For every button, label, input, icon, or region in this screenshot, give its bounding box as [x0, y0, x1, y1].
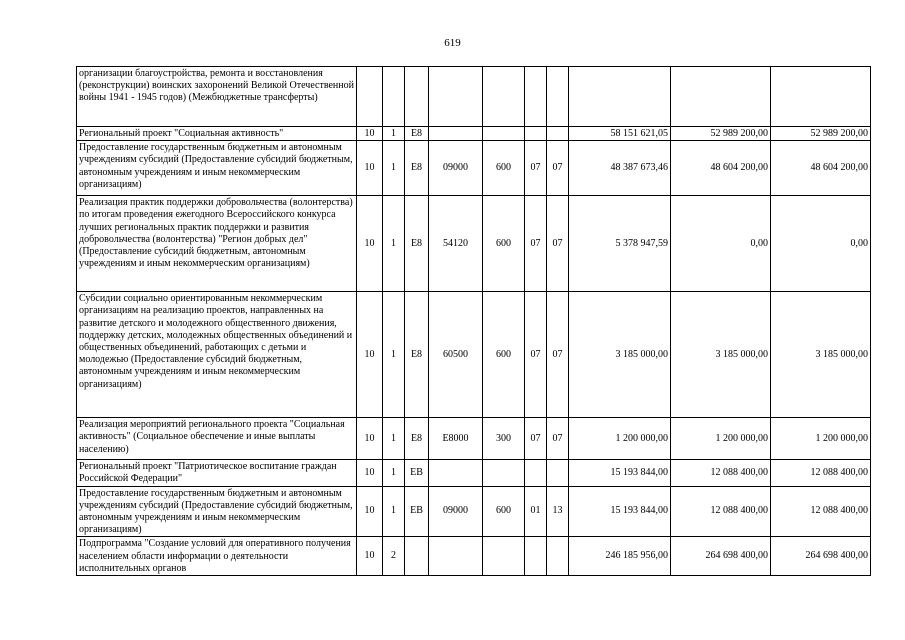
amount-cell: 1 200 000,00	[671, 418, 771, 460]
amount-cell: 5 378 947,59	[569, 196, 671, 292]
amount-cell: 264 698 400,00	[771, 537, 871, 576]
code-cell	[483, 460, 525, 486]
code-cell: 10	[357, 141, 383, 196]
code-cell: E8000	[429, 418, 483, 460]
code-cell: EB	[405, 486, 429, 537]
code-cell: 07	[547, 418, 569, 460]
amount-cell: 12 088 400,00	[771, 486, 871, 537]
code-cell: 1	[383, 127, 405, 141]
code-cell: 600	[483, 196, 525, 292]
table-body	[77, 67, 871, 576]
code-cell: 10	[357, 127, 383, 141]
amount-cell: 12 088 400,00	[771, 460, 871, 486]
code-cell: 07	[525, 292, 547, 418]
amount-cell: 48 604 200,00	[771, 141, 871, 196]
code-cell: 09000	[429, 141, 483, 196]
amount-cell: 12 088 400,00	[671, 460, 771, 486]
code-cell	[525, 460, 547, 486]
row-name-cell: Реализация практик поддержки добровольчества (волонтерства) по итогам проведения ежегодного Всероссийского конкурса лучших региональных практик поддержки и развития добровольчества (волонтерства) "Регион добрых дел" (Предоставление субсидий бюджетным, автономным учреждениям и иным некоммерческим организациям)	[77, 196, 357, 292]
amount-cell: 52 989 200,00	[771, 127, 871, 141]
code-cell: 1	[383, 196, 405, 292]
code-cell	[483, 537, 525, 576]
row-name-cell: Предоставление государственным бюджетным и автономным учреждениям субсидий (Предоставление субсидий бюджетным, автономным учреждениям и иным некоммерческим организациям)	[77, 141, 357, 196]
amount-cell: 48 604 200,00	[671, 141, 771, 196]
code-cell	[405, 537, 429, 576]
code-cell	[429, 67, 483, 127]
code-cell: 2	[383, 537, 405, 576]
code-cell: E8	[405, 292, 429, 418]
code-cell	[383, 67, 405, 127]
table-row	[77, 418, 871, 460]
code-cell: 1	[383, 141, 405, 196]
amount-cell: 15 193 844,00	[569, 460, 671, 486]
row-name-cell: организации благоустройства, ремонта и восстановления (реконструкции) воинских захоронений Великой Отечественной войны 1941 - 1945 годов) (Межбюджетные трансферты)	[77, 67, 357, 127]
code-cell	[547, 67, 569, 127]
table-row	[77, 67, 871, 127]
code-cell	[525, 537, 547, 576]
code-cell: 10	[357, 418, 383, 460]
code-cell	[357, 67, 383, 127]
row-name-cell: Региональный проект "Патриотическое воспитание граждан Российской Федерации"	[77, 460, 357, 486]
amount-cell: 52 989 200,00	[671, 127, 771, 141]
code-cell: 13	[547, 486, 569, 537]
row-name-cell: Региональный проект "Социальная активность"	[77, 127, 357, 141]
row-name-cell: Реализация мероприятий регионального проекта "Социальная активность" (Социальное обеспечение и иные выплаты населению)	[77, 418, 357, 460]
code-cell: E8	[405, 127, 429, 141]
amount-cell: 3 185 000,00	[771, 292, 871, 418]
code-cell: EB	[405, 460, 429, 486]
code-cell: 10	[357, 537, 383, 576]
amount-cell: 264 698 400,00	[671, 537, 771, 576]
row-name-cell: Субсидии социально ориентированным некоммерческим организациям на реализацию проектов, направленных на развитие детского и молодежного общественного движения, поддержку детских, молодежных общественных объединений и общественных объединений, работающих с детьми и молодежью (Предоставление субсидий бюджетным, автономным учреждениям и иным некоммерческим организациям)	[77, 292, 357, 418]
amount-cell: 0,00	[671, 196, 771, 292]
code-cell	[483, 127, 525, 141]
code-cell	[429, 537, 483, 576]
amount-cell: 15 193 844,00	[569, 486, 671, 537]
amount-cell	[569, 67, 671, 127]
table-row	[77, 486, 871, 537]
amount-cell: 58 151 621,05	[569, 127, 671, 141]
table-row	[77, 196, 871, 292]
amount-cell: 3 185 000,00	[671, 292, 771, 418]
amount-cell: 0,00	[771, 196, 871, 292]
code-cell: 600	[483, 486, 525, 537]
code-cell	[547, 127, 569, 141]
code-cell	[547, 537, 569, 576]
code-cell: 10	[357, 486, 383, 537]
code-cell: 10	[357, 292, 383, 418]
code-cell: 07	[547, 292, 569, 418]
amount-cell	[671, 67, 771, 127]
code-cell: 07	[525, 418, 547, 460]
table-row	[77, 127, 871, 141]
table-row	[77, 537, 871, 576]
code-cell: 300	[483, 418, 525, 460]
code-cell	[525, 67, 547, 127]
code-cell: E8	[405, 418, 429, 460]
row-name-cell: Предоставление государственным бюджетным и автономным учреждениям субсидий (Предоставление субсидий бюджетным, автономным учреждениям и иным некоммерческим организациям)	[77, 486, 357, 537]
code-cell: 1	[383, 292, 405, 418]
code-cell	[483, 67, 525, 127]
code-cell: 1	[383, 486, 405, 537]
code-cell: 01	[525, 486, 547, 537]
table-row	[77, 460, 871, 486]
amount-cell: 1 200 000,00	[569, 418, 671, 460]
code-cell: 54120	[429, 196, 483, 292]
code-cell: 600	[483, 292, 525, 418]
amount-cell	[771, 67, 871, 127]
amount-cell: 246 185 956,00	[569, 537, 671, 576]
amount-cell: 1 200 000,00	[771, 418, 871, 460]
code-cell: 1	[383, 460, 405, 486]
code-cell	[429, 460, 483, 486]
table-row	[77, 141, 871, 196]
code-cell: 09000	[429, 486, 483, 537]
code-cell	[405, 67, 429, 127]
code-cell: 07	[525, 141, 547, 196]
page-number: 619	[444, 37, 461, 49]
row-name-cell: Подпрограмма "Создание условий для оперативного получения населением области информации о деятельности исполнительных органов	[77, 537, 357, 576]
code-cell: E8	[405, 141, 429, 196]
code-cell: 07	[547, 141, 569, 196]
code-cell: 1	[383, 418, 405, 460]
code-cell	[429, 127, 483, 141]
amount-cell: 3 185 000,00	[569, 292, 671, 418]
amount-cell: 48 387 673,46	[569, 141, 671, 196]
code-cell: E8	[405, 196, 429, 292]
budget-table	[76, 66, 871, 576]
table-row	[77, 292, 871, 418]
code-cell: 10	[357, 460, 383, 486]
code-cell: 10	[357, 196, 383, 292]
code-cell	[547, 460, 569, 486]
code-cell: 07	[547, 196, 569, 292]
code-cell: 07	[525, 196, 547, 292]
code-cell: 60500	[429, 292, 483, 418]
code-cell	[525, 127, 547, 141]
amount-cell: 12 088 400,00	[671, 486, 771, 537]
code-cell: 600	[483, 141, 525, 196]
